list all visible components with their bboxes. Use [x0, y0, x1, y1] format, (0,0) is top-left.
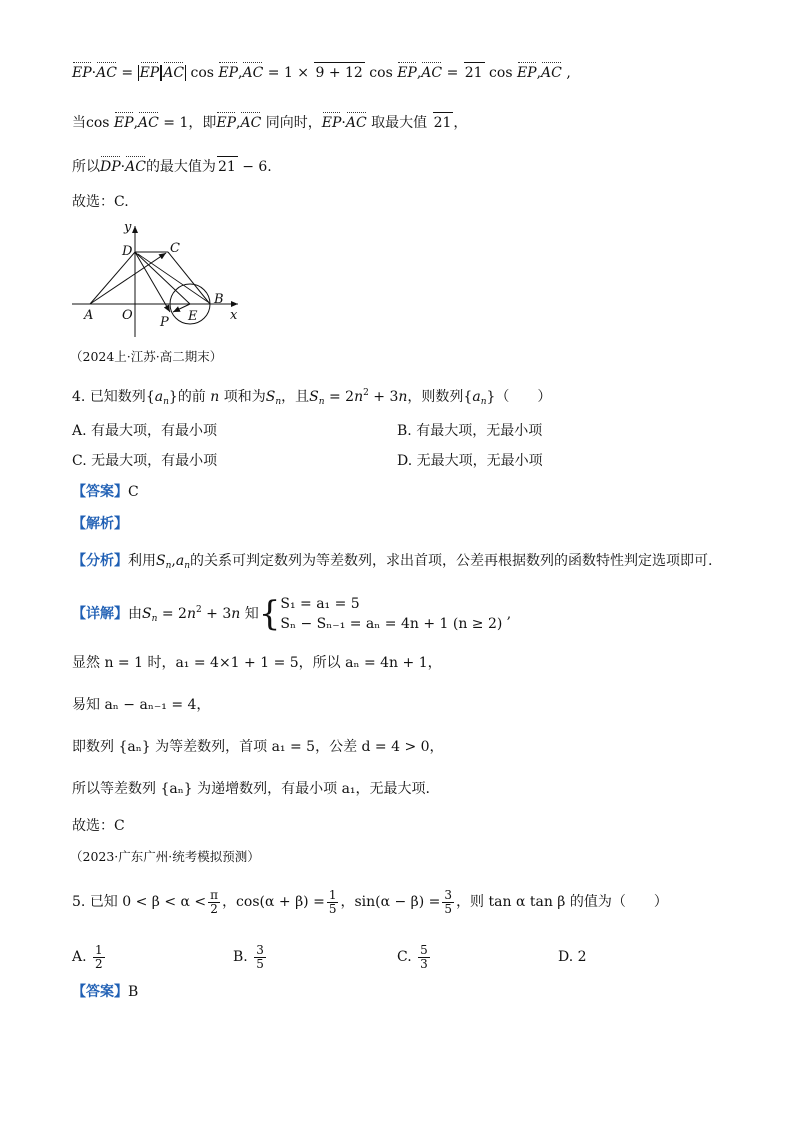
q4-choice: 故选：C	[72, 818, 125, 834]
q4-analysis-heading: 【解析】	[72, 516, 128, 532]
q4-source: （2024上·江苏·高二期末）	[70, 349, 223, 364]
q4-line-4: 所以等差数列 {aₙ} 为递增数列，有最小项 a₁，无最大项.	[72, 781, 430, 797]
label-e: E	[188, 309, 198, 324]
label-o: O	[122, 308, 133, 323]
solution-line-2: 当cos EP,AC = 1，即EP,AC 同向时，EP·AC 取最大值 21 ，	[72, 112, 467, 133]
q4-option-a: A. 有最大项，有最小项	[72, 423, 218, 439]
label-a: A	[84, 308, 94, 323]
q4-answer: 【答案】C	[72, 484, 139, 500]
q4-stem: 4. 已知数列$\{a_n\}$的前 n 项和为$S_n$，且$S_n = 2n^2 + 3n$，则数列$\{a_n\}$（ ）	[72, 388, 552, 407]
solution-line-3: 所以DP·AC的最大值为 21 − 6.	[72, 156, 272, 177]
q5-option-c: C. $\frac{5}{3}$	[397, 942, 428, 971]
system-row-2: Sₙ − Sₙ₋₁ = aₙ = 4n + 1 (n ≥ 2)	[280, 616, 503, 632]
label-x: x	[230, 308, 238, 323]
label-y: y	[124, 222, 132, 235]
geometry-figure	[70, 222, 250, 340]
q5-stem: 5. 已知 0 < β < α < $\frac{\pi}{2}$ ，cos(α + β) = $\frac{1}{5}$ ，sin(α − β) = $\frac{3}{5}$ ，则 tan α tan β 的值为（ ）	[72, 887, 668, 916]
system-row-1: S₁ = a₁ = 5	[280, 596, 360, 612]
q4-line-2: 易知 aₙ − aₙ₋₁ = 4，	[72, 697, 211, 713]
q5-option-a: A. $\frac{1}{2}$	[72, 942, 103, 971]
label-b: B	[214, 292, 224, 307]
q5-option-d: D. 2	[558, 949, 587, 965]
choice-line-q3: 故选：C.	[72, 194, 129, 210]
solution-line-1: EP·AC = EP AC cos EP,AC = 1 × 9 + 12 cos EP,AC = 21 cos EP,AC ,	[72, 62, 571, 83]
q4-detail: 【详解】由$S_n = 2n^2 + 3n$ 知{ S₁ = a₁ = 5 Sₙ − Sₙ₋₁ = aₙ = 4n + 1 (n ≥ 2) ,	[72, 594, 512, 634]
q4-option-c: C. 无最大项，有最小项	[72, 453, 218, 469]
q4-option-d: D. 无最大项，无最小项	[397, 453, 543, 469]
q4-line-3: 即数列 {aₙ} 为等差数列，首项 a₁ = 5，公差 d = 4 > 0，	[72, 739, 444, 755]
q5-option-b: B. $\frac{3}{5}$	[233, 942, 264, 971]
q5-answer: 【答案】B	[72, 984, 139, 1000]
q4-fenxi: 【分析】利用$S_n,a_n$的关系可判定数列为等差数列，求出首项，公差再根据数列的函数特性判定选项即可.	[72, 553, 713, 571]
q5-source: （2023·广东广州·统考模拟预测）	[70, 849, 260, 864]
label-p: P	[160, 315, 169, 330]
q4-line-1: 显然 n = 1 时，a₁ = 4×1 + 1 = 5，所以 aₙ = 4n + 1，	[72, 655, 442, 671]
q4-option-b: B. 有最大项，无最小项	[397, 423, 543, 439]
label-d: D	[122, 244, 133, 259]
label-c: C	[170, 241, 180, 256]
